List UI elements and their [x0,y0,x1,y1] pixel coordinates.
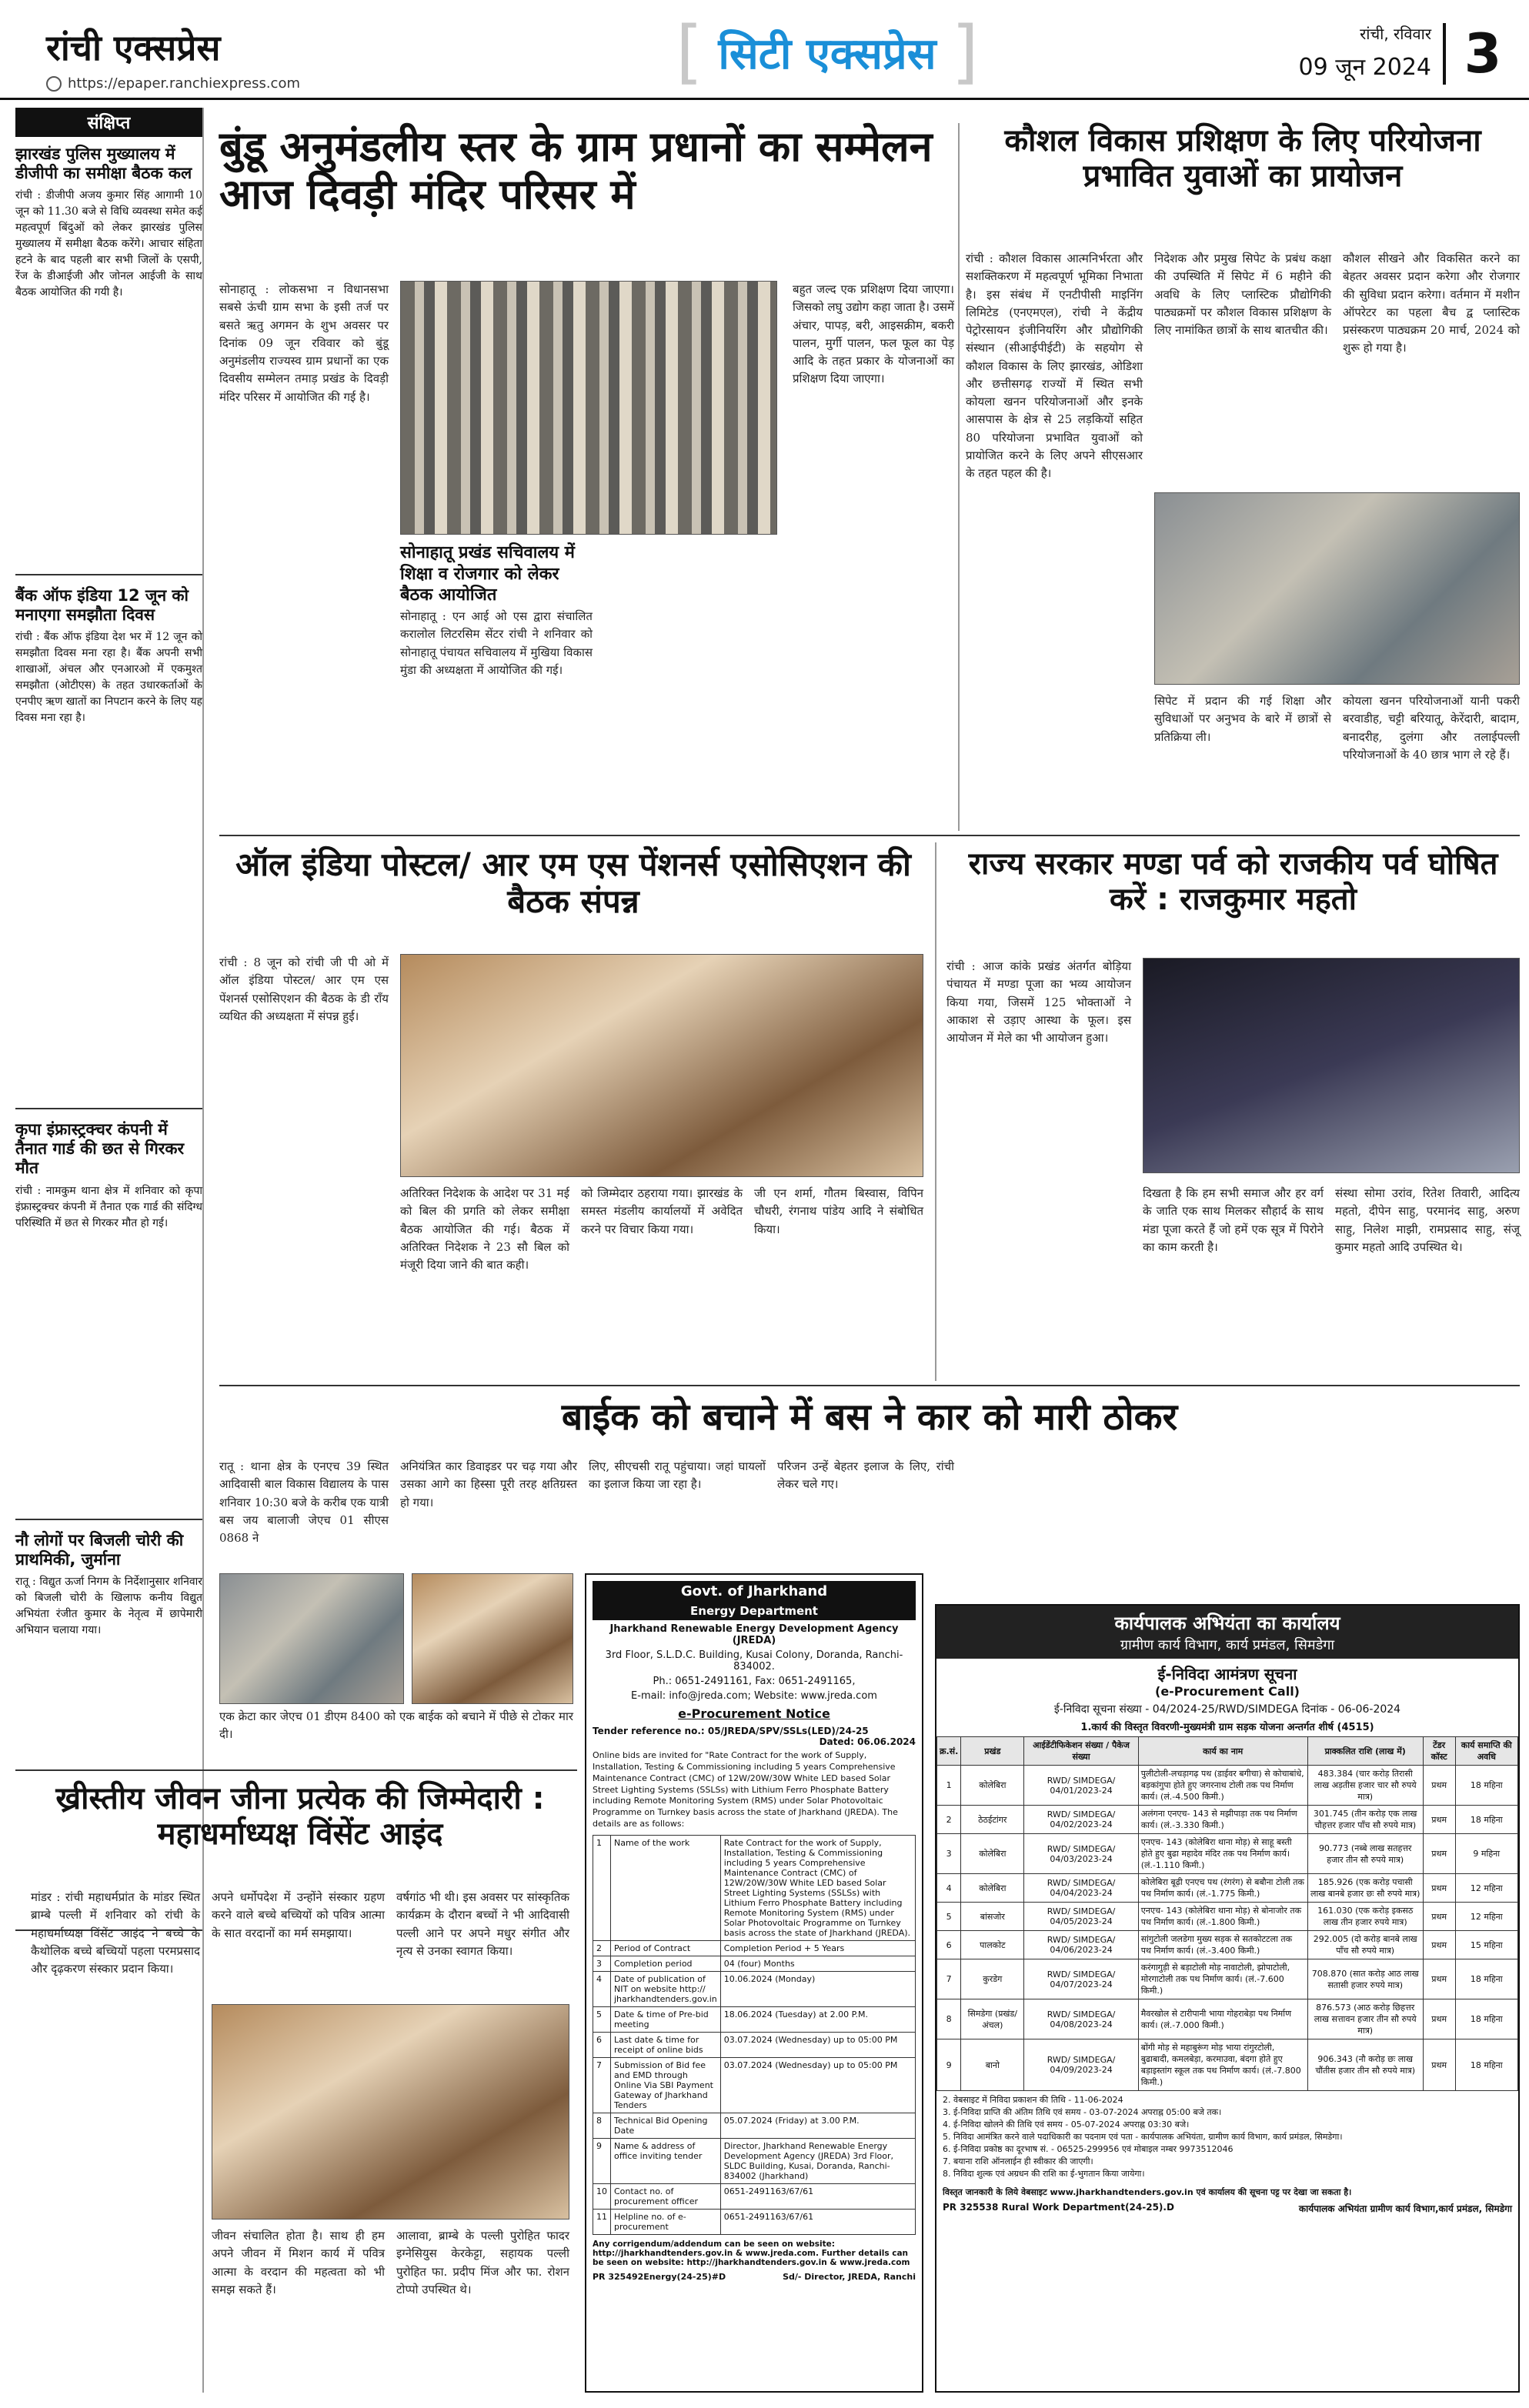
tender-row [593,2006,916,2032]
table-cell: 18 महिना [1455,1806,1517,1834]
issue-date: 09 जून 2024 [1298,54,1431,81]
table-cell: RWD/ SIMDEGA/ 04/07/2023-24 [1024,1959,1138,1999]
row-value: 0651-2491163/67/61 [720,2209,915,2234]
division-name: ग्रामीण कार्य विभाग, कार्य प्रमंडल, सिमडेगा [1120,1637,1335,1653]
table-cell: कोलेबिरा [961,1874,1024,1903]
table-cell: RWD/ SIMDEGA/ 04/05/2023-24 [1024,1903,1138,1931]
column-header: टेंडर कॉस्ट [1423,1737,1455,1766]
tender-table [593,1835,916,2235]
table-cell: प्रथम [1423,1806,1455,1834]
section-title: सिटी एक्सप्रेस [718,28,936,79]
note-line: 3. ई-निविदा प्राप्ति की अंतिम तिथि एवं समय - 03-07-2024 अपराह्न 05:00 बजे तक। [943,2106,1222,2117]
row-number: 9 [593,2138,611,2183]
bike-text: रातू : थाना क्षेत्र के एनएच 39 स्थित आदिवासी बाल विकास विद्यालय के पास शनिवार 10:30 बजे के करीब एक यात्री बस जय बालाजी जेएच 01 सीएस 0868 ने [219,1459,389,1545]
bike-headline[interactable]: बाईक को बचाने में बस ने कार को मारी ठोकर [561,1396,1178,1439]
table-cell: 9 महिना [1455,1834,1517,1874]
table-cell: कोलेबिरा बूढ़ी एनएच पथ (रंगरंग) से बबौना टोली तक पथ निर्माण कार्य। (लं.-1.775 किमी.) [1138,1874,1307,1903]
row-number: 3 [593,1956,611,1971]
table-cell: RWD/ SIMDEGA/ 04/02/2023-24 [1024,1806,1138,1834]
table-cell: 7 [937,1959,961,1999]
row-number: 6 [593,2032,611,2057]
gram-pradhan-headline[interactable]: बुंडू अनुमंडलीय स्तर के ग्राम प्रधानों का सम्मेलन आज दिवड़ी मंदिर परिसर में [219,122,933,219]
globe-icon [46,76,62,92]
table-cell: 18 महिना [1455,1999,1517,2039]
note-line: 7. बयाना राशि ऑनलाईन ही स्वीकार की जाएगी। [943,2156,1093,2166]
bike-text: अनियंत्रित कार डिवाइडर पर चढ़ गया और उसका आगे का हिस्सा पूरी तरह क्षतिग्रस्त हो गया। [400,1459,577,1509]
table-cell: 2 [937,1806,961,1834]
row-label: Helpline no. of e-procurement [611,2209,721,2234]
table-cell: ठेठईटांगर [961,1806,1024,1834]
table-cell: प्रथम [1423,1874,1455,1903]
manda-text: दिखता है कि हम सभी समाज और हर वर्ग के जाति एक साथ मिलकर सौहार्द के साथ मंडा पूजा करते हैं जो हमें एक सूत्र में पिरोने का काम करती है। [1143,1186,1324,1254]
tender-row [593,1956,916,1971]
pr-number: PR 325538 Rural Work Department(24-25).D [943,2201,1174,2213]
manda-headline[interactable]: राज्य सरकार मण्डा पर्व को राजकीय पर्व घोषित करें : राजकुमार महतो [968,846,1498,917]
tender-row [593,2138,916,2183]
tender-row [593,1835,916,1940]
tender-row [593,1940,916,1956]
dateline [1277,23,1431,82]
postal-text: अतिरिक्त निदेशक के आदेश पर 31 मई को बिल की प्रगति को लेकर समीक्षा बैठक आयोजित की गई। बैठक में अतिरिक्त निदेशक ने 23 सौ बिल को मंजूरी दिया जाने की बात कही। [400,1186,569,1272]
table-cell: एनएच- 143 (कोलेबिरा थाना मोड़) से बोनाजोर तक पथ निर्माण कार्य। (लं.-1.800 किमी.) [1138,1903,1307,1931]
postal-headline[interactable]: ऑल इंडिया पोस्टल/ आर एम एस पेंशनर्स एसोसिएशन की बैठक संपन्न [235,845,911,921]
christian-text: जीवन संचालित होता है। साथ ही हम अपने जीवन में मिशन कार्य में पवित्र आत्मा के वरदान की महत्वता को भी समझ सकते हैं। [212,2229,385,2296]
row-label: Date & time of Pre-bid meeting [611,2006,721,2032]
row-number: 1 [593,1835,611,1940]
table-cell: 1 [937,1766,961,1806]
manda-photo [1143,958,1520,1173]
section-rule [15,1769,577,1771]
table-cell: 185.926 (एक करोड़ पचासी लाख बानबे हजार छः सौ रुपये मात्र) [1307,1874,1423,1903]
table-cell: 12 महिना [1455,1874,1517,1903]
table-cell: 708.870 (सात करोड़ आठ लाख सतासी हजार रुपये मात्र) [1307,1959,1423,1999]
table-row [937,1959,1518,1999]
tender-row [593,2057,916,2113]
injured-photo [412,1573,573,1704]
row-number: 11 [593,2209,611,2234]
masthead [0,0,1529,100]
section-rule [219,1385,1520,1386]
note-line: 6. ई-निविदा प्रकोष्ठ का दूरभाष सं. - 06525-299956 एवं मोबाइल नम्बर 9973512046 [943,2143,1234,2154]
brief-item[interactable] [15,586,202,1109]
row-label: Date of publication of NIT on website http:// jharkhandtenders.gov.in [611,1971,721,2006]
table-cell: प्रथम [1423,1766,1455,1806]
brief-item[interactable] [15,145,202,575]
table-cell: 18 महिना [1455,1766,1517,1806]
table-cell: 8 [937,1999,961,2039]
column-header: कार्य का नाम [1138,1737,1307,1766]
table-cell: 4 [937,1874,961,1903]
row-label: Name & address of office inviting tender [611,2138,721,2183]
tender-ref: Tender reference no.: 05/JREDA/SPV/SSLs(LED)/24-25 [593,1726,869,1736]
brief-item[interactable] [15,1531,202,1931]
postal-text: को जिम्मेदार ठहराया गया। झारखंड के समस्त मंडलीय कार्यालयों में अवेदित करने पर विचार किया गया। [581,1186,743,1236]
row-label: Completion period [611,1956,721,1971]
signatory: कार्यपालक अभियंता ग्रामीण कार्य विभाग,कार्य प्रमंडल, सिमडेगा [1298,2203,1512,2214]
table-cell: कुरडेग [961,1959,1024,1999]
office-name: कार्यपालक अभियंता का कार्यालय [1114,1613,1340,1634]
notice-footer: विस्तृत जानकारी के लिये वेबसाइट www.jharkhandtenders.gov.in एवं कार्यालय की सूचना पट्ट पर देखा जा सकता है। [943,2186,1352,2197]
table-cell: 9 [937,2039,961,2091]
table-cell: 5 [937,1903,961,1931]
city-day: रांची, रविवार [1360,25,1431,43]
table-row [937,1766,1518,1806]
table-row [937,1903,1518,1931]
table-row [937,1874,1518,1903]
website-url-text[interactable]: https://epaper.ranchiexpress.com [68,75,301,92]
scheme-heading: 1.कार्य की विस्तृत विवरणी-मुख्यमंत्री ग्राम सड़क योजना अन्तर्गत शीर्ष (4515) [1080,1722,1374,1733]
row-number: 8 [593,2113,611,2138]
manda-text: रांची : आज कांके प्रखंड अंतर्गत बोड़िया पंचायत में मण्डा पूजा का भव्य आयोजन किया गया, जिसमें 125 भोक्ताओं ने आकाश से उड़ाए आस्था के फूल। इस आयोजन में मेले का भी आयोजन हुआ। [946,959,1131,1045]
table-cell: प्रथम [1423,1834,1455,1874]
table-cell: पुलीटोली-लचड़ागढ़ पथ (डाईवर बगीचा) से कोचाबांधे, बड़कांगुपा होते हुए जगरनाथ टोली तक पथ निर्माण कार्य। (लं.-4.500 किमी.) [1138,1766,1307,1806]
table-row [937,2039,1518,2091]
row-value: 0651-2491163/67/61 [720,2183,915,2209]
postal-photo [400,954,923,1177]
table-cell: RWD/ SIMDEGA/ 04/03/2023-24 [1024,1834,1138,1874]
brief-title: नौ लोगों पर बिजली चोरी की प्राथमिकी, जुर्माना [15,1531,184,1569]
column-header: कार्य समाप्ति की अवधि [1455,1737,1517,1766]
kaushal-text: रांची : कौशल विकास आत्मनिर्भरता और सशक्तिकरण में महत्वपूर्ण भूमिका निभाता है। इस संबंध में एनटीपीसी माइनिंग लिमिटेड (एनएमएल), रांची ने केंद्रीय पेट्रोरसायन इंजीनियरिंग और प्रौद्योगिकी संस्थान (सीआईपीईटी) के सहयोग से कौशल विकास के लिए झारखंड, ओडिशा और छत्तीसगढ़ राज्यों में स्थित सभी कोयला खनन परियोजनाओं और इनके आसपास के क्षेत्र से 25 लड़कियों सहित 80 परियोजना प्रभावित युवाओं को प्रायोजित करने के लिए अपने सीएसआर के तहत पहल की है। [966,252,1143,480]
table-cell: 906.343 (नौ करोड़ छः लाख चौंतीस हजार तीन सौ रुपये मात्र) [1307,2039,1423,2091]
brief-title: कृपा इंफ्रास्ट्रक्चर कंपनी में तैनात गार्ड की छत से गिरकर मौत [15,1120,185,1178]
table-row [937,1999,1518,2039]
newspaper-logo[interactable]: रांची एक्सप्रेस [46,27,221,68]
table-cell: अलंगना एनएच- 143 से मझीपाड़ा तक पथ निर्माण कार्य। (लं.-3.330 किमी.) [1138,1806,1307,1834]
table-cell: 90.773 (नब्बे लाख सतहत्तर हजार तीन सौ रुपये मात्र) [1307,1834,1423,1874]
tender-intro: Online bids are invited for "Rate Contract for the work of Supply, Installation, Testing & Commissioning including 5 years Comprehensive Maintenance Contract (CMC) of 12W/20W/30W White LED based Solar Street Lighting Systems (SSLSs) with Lithium Ferro Phosphate Battery including Remote Monitoring System (RMS) under Solar Photovoltaic Programme on Turnkey basis across the state of Jharkhand (JREDA). The details are as follows: [593,1750,898,1829]
row-number: 7 [593,2057,611,2113]
bike-text: लिए, सीएचसी रातू पहुंचाया। जहां घायलों का इलाज किया जा रहा है। [589,1459,766,1492]
table-cell: बांसजोर [961,1903,1024,1931]
gram-pradhan-text: सोनाहातू : लोकसभा न विधानसभा सबसे ऊंची ग्राम सभा के इसी तर्ज पर बसते ऋतु अगमन के शुभ अवसर पर दिनांक 09 जून रविवार को बुंडू अनुमंडलीय राज्यस्व ग्राम प्रधानों का एक दिवसीय सम्मेलन तमाड़ प्रखंड के दिवड़ी मंदिर परिसर में आयोजित की गई है। [219,282,389,404]
gram-pradhan-text: सोनाहातू : एन आई ओ एस द्वारा संचालित करालोल लिटरसिम सेंटर रांची ने शनिवार को सोनाहातू पंचायत सचिवालय में मुखिया विकास मुंडा की अध्यक्षता में आयोजित की गई। [400,609,593,677]
tender-row [593,2209,916,2234]
dept-name: Energy Department [593,1602,916,1620]
table-cell: करंगागुड़ी से बड़ाटोली मोड़ नावाटोली, झोपाटोली, मोरगाटोली तक पथ निर्माण कार्य। (लं.-7.600 किमी.) [1138,1959,1307,1999]
right-bracket-icon: ] [951,11,979,92]
table-cell: RWD/ SIMDEGA/ 04/01/2023-24 [1024,1766,1138,1806]
tender-row [593,1971,916,2006]
briefs-label: संक्षिप्त [15,108,202,137]
note-line: 2. वेबसाइट में निविदा प्रकाशन की तिथि - 11-06-2024 [943,2095,1123,2105]
left-bracket-icon: [ [676,11,703,92]
table-row [937,1931,1518,1959]
table-cell: प्रथम [1423,2039,1455,2091]
agency-name: Jharkhand Renewable Energy Development Agency (JREDA) [609,1623,899,1646]
row-value: 04 (four) Months [720,1956,915,1971]
christian-text: आलावा, ब्राम्बे के पल्ली पुरोहित फादर इग्नेसियुस केरकेट्टा, सहायक पल्ली पुरोहित फा. प्रदीप मिंज और फा. रोशन टोप्पो उपस्थित थे। [396,2229,569,2296]
row-number: 4 [593,1971,611,2006]
kaushal-text: निदेशक और प्रमुख सिपेट के प्रबंध कक्षा की उपस्थिति में सिपेट में 6 महीने की अवधि के लिए प्लास्टिक प्रौद्योगिकी पाठ्यक्रमों पर कौशल विकास प्रशिक्षण के लिए नामांकित छात्रों के साथ बातचीत की। [1154,252,1331,337]
christian-headline[interactable]: ख्रीस्तीय जीवन जीना प्रत्येक की जिम्मेदारी : महाधर्माध्यक्ष विंसेंट आइंद [55,1781,545,1852]
table-row [937,1834,1518,1874]
row-value: 03.07.2024 (Wednesday) up to 05:00 PM [720,2057,915,2113]
kaushal-text: कौशल सीखने और विकसित करने का बेहतर अवसर प्रदान करेगा और रोजगार की सुविधा प्रदान करेगा। वर्तमान में मशीन ऑपरेटर का पहला बैच द्व प्लास्टिक प्रसंस्करण पाठ्यक्रम 20 मार्च, 2024 को शुरू हो गया है। [1343,252,1520,355]
row-value: 10.06.2024 (Monday) [720,1971,915,2006]
table-cell: सांगुटोली जलडेगा मुख्य सड़क से सतकोटटला तक पथ निर्माण कार्य। (लं.-3.400 किमी.) [1138,1931,1307,1959]
tender-footer: Any corrigendum/addendum can be seen on website: http://jharkhandtenders.gov.in & www.jreda.com. Further details can be seen on website: http://jharkhandtenders.gov.in & www.jreda.com [593,2239,910,2267]
table-cell: 876.573 (आठ करोड़ छिहत्तर लाख सत्तावन हजार तीन सौ रुपये मात्र) [1307,1999,1423,2039]
accident-photo [219,1573,404,1704]
rwd-eprocurement-notice [935,1604,1520,2393]
brief-text: रांची : नामकुम थाना क्षेत्र में शनिवार को कृपा इंफ्रास्ट्रक्चर कंपनी में तैनात एक गार्ड की संदिग्ध परिस्थिति में छत से गिरकर मौत हो गई। [15,1184,202,1229]
row-value: 05.07.2024 (Friday) at 3.00 P.M. [720,2113,915,2138]
column-header: प्रखंड [961,1737,1024,1766]
row-value: Completion Period + 5 Years [720,1940,915,1956]
pr-number: PR 325492Energy(24-25)#D [593,2271,726,2282]
signatory: Sd/- Director, JREDA, Ranchi [783,2271,916,2282]
table-cell: 292.005 (दो करोड़ बानबे लाख पाँच सौ रुपये मात्र) [1307,1931,1423,1959]
notice-reference: ई-निविदा सूचना संख्या - 04/2024-25/RWD/SIMDEGA दिनांक - 06-06-2024 [1053,1703,1401,1716]
table-cell: RWD/ SIMDEGA/ 04/08/2023-24 [1024,1999,1138,2039]
column-header: आईडेंटीफिकेशन संख्या / पैकेज संख्या [1024,1737,1138,1766]
table-cell: सिमडेगा (प्रखंड/अंचल) [961,1999,1024,2039]
rwd-header [936,1606,1518,1659]
brief-text: रातू : विद्युत ऊर्जा निगम के निर्देशानुसार शनिवार को बिजली चोरी के खिलाफ कनीय विद्युत अभियंता रंजीत कुमार के नेतृत्व में छापेमारी अभियान चलाया गया। [15,1576,202,1637]
brief-title: बैंक ऑफ इंडिया 12 जून को मनाएगा समझौता दिवस [15,586,189,625]
notice-subtitle: (e-Procurement Call) [1155,1684,1300,1699]
note-line: 4. ई-निविदा खोलने की तिथि एवं समय - 05-07-2024 अपराह्न 03:30 बजे। [943,2119,1190,2130]
christian-text: अपने धर्मोपदेश में उन्होंने संस्कार ग्रहण करने वाले बच्चे बच्चियों को पवित्र आत्मा के सात वरदानों का मर्म समझाया। [212,1890,385,1940]
photo-caption: एक क्रेटा कार जेएच 01 डीएम 8400 को एक बाईक को बचाने में पीछे से टोकर मार दी। [219,1709,573,1742]
section-header [577,11,1077,92]
table-cell: RWD/ SIMDEGA/ 04/09/2023-24 [1024,2039,1138,2091]
table-cell: प्रथम [1423,1931,1455,1959]
photo-caption: सोनाहातू प्रखंड सचिवालय में शिक्षा व रोजगार को लेकर बैठक आयोजित [400,543,575,605]
notice-notes [936,2091,1518,2183]
row-label: Contact no. of procurement officer [611,2183,721,2209]
kaushal-text: कोयला खनन परियोजनाओं यानी पकरी बरवाडीह, चट्टी बरियातू, केरेंदारी, बादाम, बनादरीह, दुलंगा और तलाईपल्ली परियोजनाओं के 40 छात्र भाग ले रहे हैं। [1343,694,1520,762]
tender-row [593,2032,916,2057]
row-number: 10 [593,2183,611,2209]
gram-pradhan-text: बहुत जल्द एक प्रशिक्षण दिया जाएगा। जिसको लघु उद्योग कहा जाता है। उसमें अंचार, पापड़, बरी, आइसक्रीम, बकरी पालन, मुर्गी पालन, फल फूल का पेड़ आदि के तहत प्रकार के योजनाओं का प्रशिक्षण दिया जाएगा। [793,282,955,386]
row-value: Director, Jharkhand Renewable Energy Development Agency (JREDA) 3rd Floor, SLDC Building, Kusai, Doranda, Ranchi-834002 (Jharkhand) [720,2138,915,2183]
table-cell: प्रथम [1423,1999,1455,2039]
brief-text: रांची : डीजीपी अजय कुमार सिंह आगामी 10 जून को 11.30 बजे से विधि व्यवस्था समेत कई महत्वपूर्ण बिंदुओं को लेकर झारखंड पुलिस मुख्यालय में समीक्षा बैठक करेंगे। आचार संहिता हटने के बाद पहली बार सभी जिलों के एसपी, रेंज के डीआईजी और जोनल आईजी के साथ बैठक आयोजित की गयी है। [15,189,202,299]
works-table [936,1736,1518,2091]
table-cell: बानो [961,2039,1024,2091]
table-cell: 301.745 (तीन करोड़ एक लाख चौहत्तर हजार पाँच सौ रुपये मात्र) [1307,1806,1423,1834]
row-label: Period of Contract [611,1940,721,1956]
website-url[interactable] [46,75,300,92]
column-header: प्राक्कलित राशि (लाख में) [1307,1737,1423,1766]
row-label: Submission of Bid fee and EMD through Online Via SBI Payment Gateway of Jharkhand Tenders [611,2057,721,2113]
bike-text: परिजन उन्हें बेहतर इलाज के लिए, रांची लेकर चले गए। [777,1459,954,1492]
table-cell: पालकोट [961,1931,1024,1959]
section-rule [219,835,1520,836]
govt-name: Govt. of Jharkhand [593,1581,916,1602]
postal-text: रांची : 8 जून को रांची जी पी ओ में ऑल इंडिया पोस्टल/ आर एम एस पेंशनर्स एसोसिएशन की बैठक के डी राँय व्यथित की अध्यक्षता में संपन्न हुई। [219,956,389,1023]
gram-pradhan-photo [400,281,777,535]
tender-row [593,2113,916,2138]
table-row [937,1806,1518,1834]
kaushal-headline[interactable]: कौशल विकास प्रशिक्षण के लिए परियोजना प्रभावित युवाओं का प्रायोजन [1004,123,1481,194]
table-cell: 18 महिना [1455,2039,1517,2091]
table-cell: 12 महिना [1455,1903,1517,1931]
table-cell: 161.030 (एक करोड़ इकसठ लाख तीन हजार रुपये मात्र) [1307,1903,1423,1931]
column-header: क्र.सं. [937,1737,961,1766]
table-cell: कोलेबिरा [961,1766,1024,1806]
brief-item[interactable] [15,1120,202,1520]
brief-text: रांची : बैंक ऑफ इंडिया देश भर में 12 जून को समझौता दिवस मना रहा है। बैंक अपनी सभी शाखाओं, अंचल और एनआरओ में एकमुश्त समझौता (ओटीएस) के तहत उधारकर्ताओं के एनपीए ऋण खातों का निपटान करने के लिए यह दिवस मना रहा है। [15,631,202,725]
notice-title: e-Procurement Notice [678,1706,830,1721]
table-cell: RWD/ SIMDEGA/ 04/04/2023-24 [1024,1874,1138,1903]
column-divider [958,123,960,831]
table-cell: 15 महिना [1455,1931,1517,1959]
kaushal-photo [1154,492,1520,685]
table-cell: 3 [937,1834,961,1874]
table-cell: RWD/ SIMDEGA/ 04/06/2023-24 [1024,1931,1138,1959]
table-cell: कोलेबिरा [961,1834,1024,1874]
row-number: 5 [593,2006,611,2032]
tender-row [593,2183,916,2209]
table-cell: मैवरखोल से टारीपानी भाया गोहराबेड़ा पथ निर्माण कार्य। (लं.-7.000 किमी.) [1138,1999,1307,2039]
tender-date: Dated: 06.06.2024 [819,1736,916,1747]
row-value: Rate Contract for the work of Supply, Installation, Testing & Commissioning including 5 years Comprehensive Maintenance Contract (CMC) of 12W/20W/30W White LED based Solar Street Lighting Systems (SSLSs) with Lithium Ferro Phosphate Battery including Remote Monitoring System (RMS) under Solar Photovoltaic Programme on Turnkey basis across the state of Jharkhand (JREDA). [720,1835,915,1940]
page-number: 3 [1443,23,1520,85]
row-label: Technical Bid Opening Date [611,2113,721,2138]
table-cell: 18 महिना [1455,1959,1517,1999]
christian-text: मांडर : रांची महाधर्मप्रांत के मांडर स्थित ब्राम्बे पल्ली में शनिवार को रांची के महाधर्माध्यक्ष विंसेंट आइंद ने बच्चे के कैथोलिक बच्चे बच्चियों पहला परमप्रसाद और दृढ़करण संस्कार प्रदान किया। [31,1890,200,1976]
brief-title: झारखंड पुलिस मुख्यालय में डीजीपी का समीक्षा बैठक कल [15,145,192,183]
row-value: 18.06.2024 (Tuesday) at 2.00 P.M. [720,2006,915,2032]
note-line: 5. निविदा आमंत्रित करने वाले पदाधिकारी का पदनाम एवं पता - कार्यपालक अभियंता, ग्रामीण कार्य विभाग, कार्य प्रमंडल, सिमडेगा। [943,2131,1343,2142]
row-label: Name of the work [611,1835,721,1940]
row-number: 2 [593,1940,611,1956]
agency-phone: Ph.: 0651-2491161, Fax: 0651-2491165, [653,1676,856,1687]
church-photo [212,2004,569,2220]
manda-text: संस्था सोमा उरांव, रितेश तिवारी, आदित्य महतो, दीपेन साहु, परमानंद साहु, अरुण साहु, निलेश माझी, रामप्रसाद साहु, संजू कुमार महतो आदि उपस्थित थे। [1335,1186,1520,1254]
notice-title: ई-निविदा आमंत्रण सूचना [1157,1665,1297,1683]
row-label: Last date & time for receipt of online bids [611,2032,721,2057]
column-divider [935,842,936,1381]
jreda-tender-notice [585,1573,923,2393]
table-cell: प्रथम [1423,1903,1455,1931]
agency-address: 3rd Floor, S.L.D.C. Building, Kusai Colony, Doranda, Ranchi-834002. [605,1649,903,1673]
christian-text: वर्षगांठ भी थी। इस अवसर पर सांस्कृतिक कार्यक्रम के दौरान बच्चों ने भी आदिवासी पल्ली आने पर अपने मधुर संगीत और नृत्य से उनका स्वागत किया। [396,1890,569,1958]
row-value: 03.07.2024 (Wednesday) up to 05:00 PM [720,2032,915,2057]
postal-text: जी एन शर्मा, गौतम बिस्वास, विपिन चौधरी, रंगनाथ पांडेय आदि ने संबोधित किया। [754,1186,923,1236]
kaushal-text: सिपेट में प्रदान की गई शिक्षा और सुविधाओं पर अनुभव के बारे में छात्रों से प्रतिक्रिया ली। [1154,694,1331,744]
table-cell: प्रथम [1423,1959,1455,1999]
table-cell: एनएच- 143 (कोलेबिरा थाना मोड़) से साहू बस्ती होते हुए बुढा महादेव मंदिर तक पथ निर्माण कार्य। (लं.-1.110 किमी.) [1138,1834,1307,1874]
note-line: 8. निविदा शुल्क एवं अग्रधन की राशि का ई-भुगतान किया जायेगा। [943,2168,1145,2179]
agency-email[interactable]: E-mail: info@jreda.com; Website: www.jreda.com [631,1690,877,1702]
table-cell: 483.384 (चार करोड़ तिरासी लाख अड़तीस हजार चार सौ रुपये मात्र) [1307,1766,1423,1806]
table-cell: 6 [937,1931,961,1959]
table-cell: बोंगी मोड़ से महाबुरूंग मोड़ भाया रांगुरटोली, बुढाबादी, कमलबेड़ा, करमाउवा, बंदगा होते हुए बड़ाइस्तांग स्कूल तक पथ निर्माण कार्य। (लं.-7.800 किमी.) [1138,2039,1307,2091]
